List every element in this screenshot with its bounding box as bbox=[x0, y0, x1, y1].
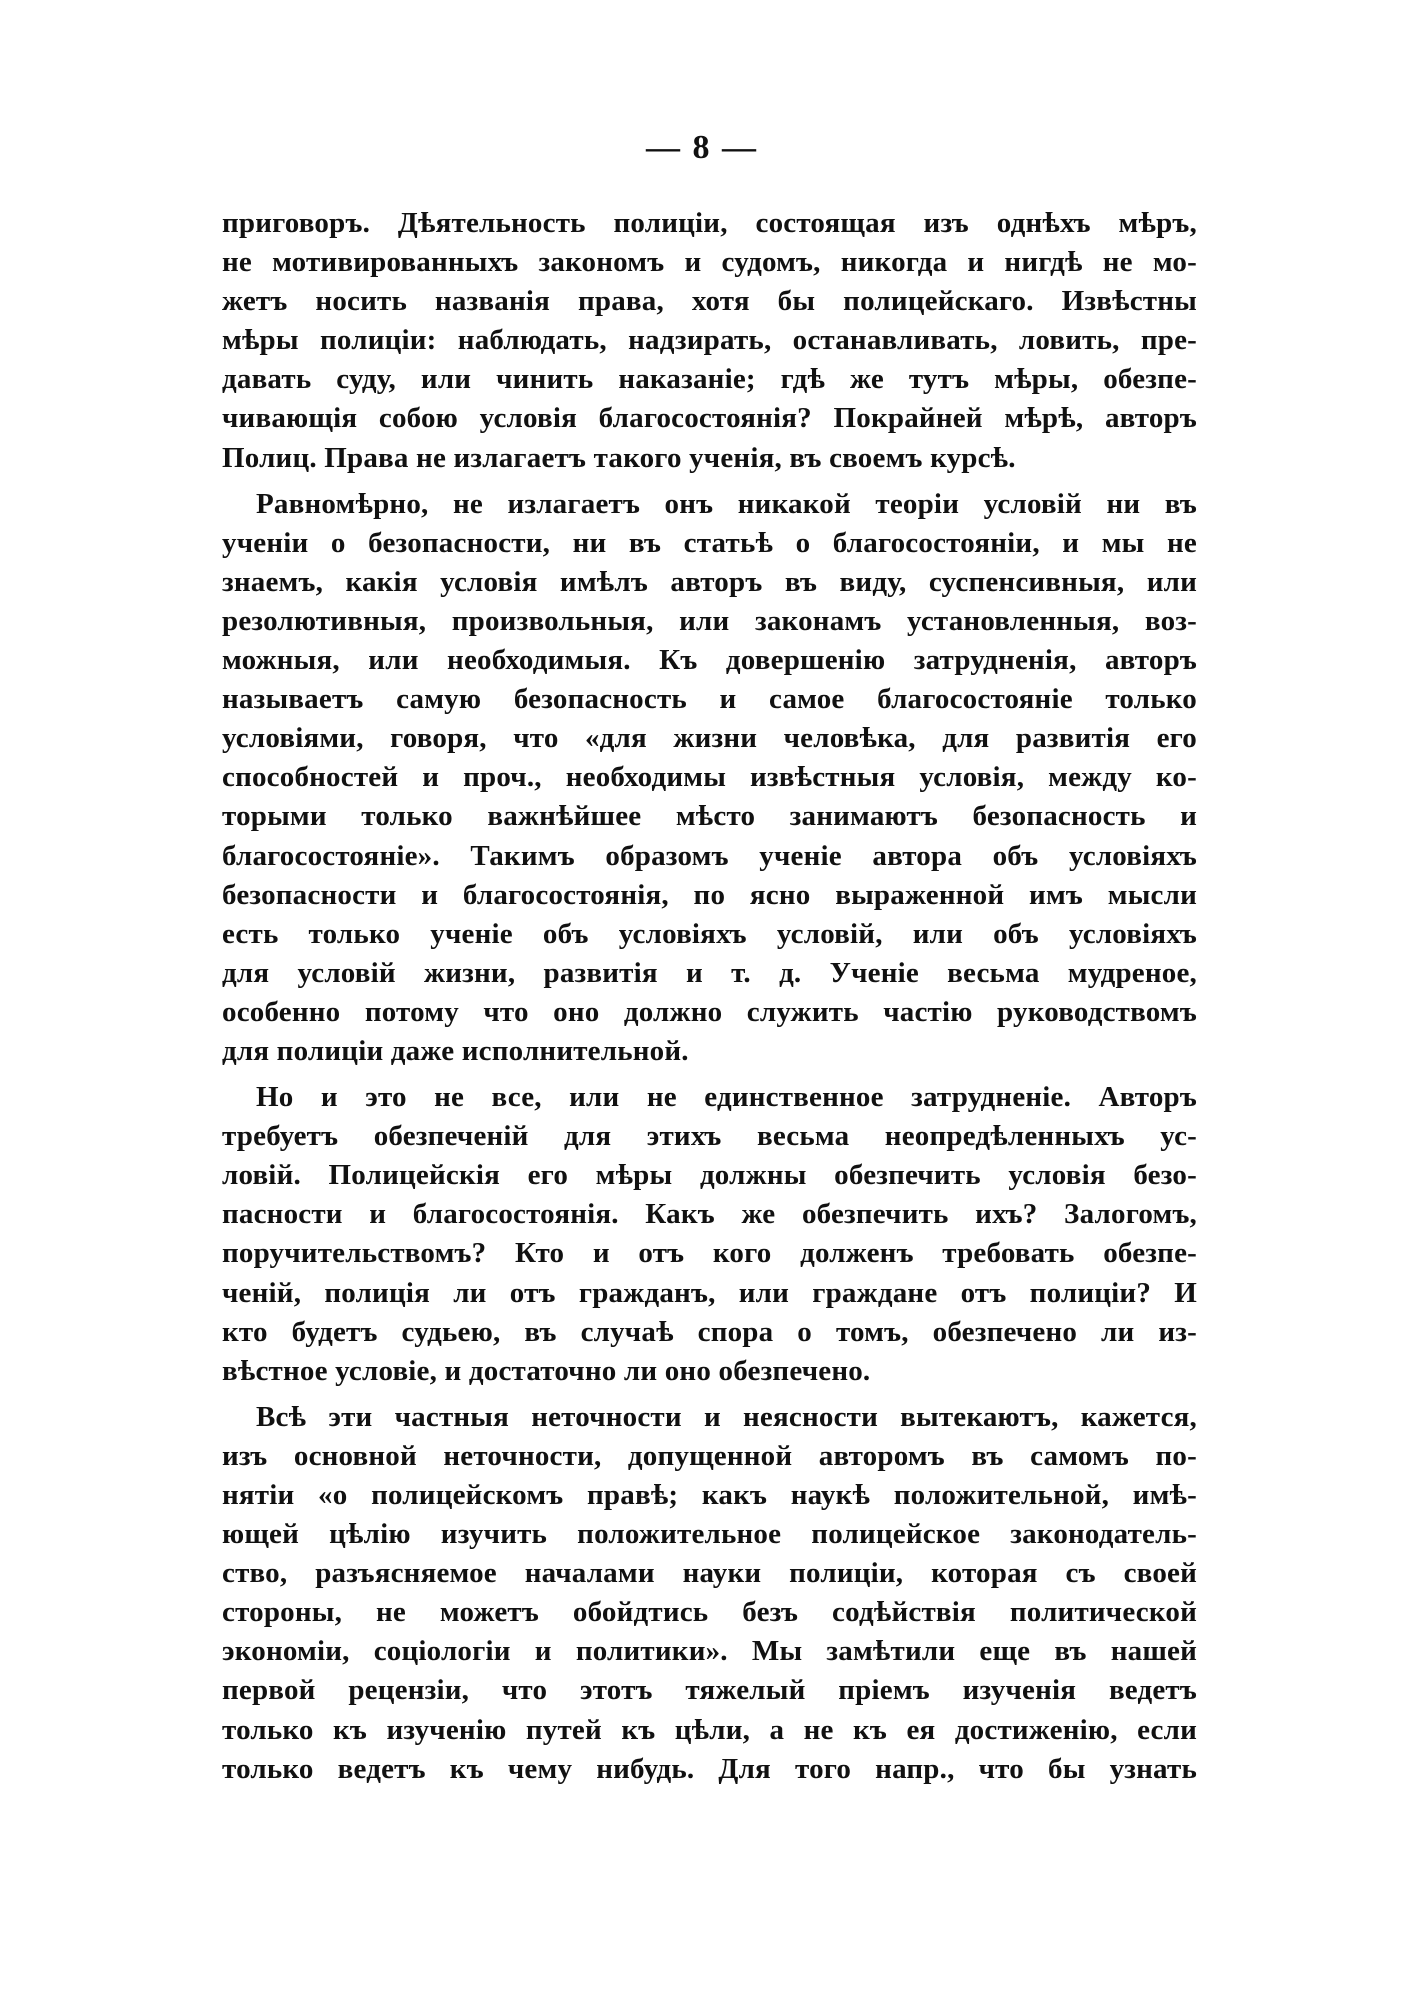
text-line: нятіи «о полицейскомъ правѣ; какъ наукѣ положительной, имѣ- bbox=[222, 1479, 1197, 1511]
text-line: ство, разъясняемое началами науки полиціи, которая съ своей bbox=[222, 1557, 1197, 1590]
text-line: ловій. Полицейскія его мѣры должны обезпечить условія безо- bbox=[222, 1159, 1197, 1192]
text-line: для полиціи даже исполнительной. bbox=[222, 1034, 689, 1067]
text-line: торыми только важнѣйшее мѣсто занимаютъ безопасность и bbox=[222, 800, 1197, 833]
text-line: особенно потому что оно должно служить частію руководствомъ bbox=[222, 995, 1197, 1028]
text-line: кто будетъ судьею, въ случаѣ спора о томъ, обезпечено ли из- bbox=[222, 1315, 1197, 1348]
text-line: Всѣ эти частныя неточности и неясности вытекаютъ, кажется, bbox=[256, 1400, 1197, 1433]
body-text bbox=[222, 204, 1197, 1789]
text-line: называетъ самую безопасность и самое благосостояніе только bbox=[222, 683, 1197, 716]
text-line: благосостояніе». Такимъ образомъ ученіе автора объ условіяхъ bbox=[222, 839, 1197, 872]
text-line: вѣстное условіе, и достаточно ли оно обезпечено. bbox=[222, 1354, 871, 1387]
text-line: знаемъ, какія условія имѣлъ авторъ въ виду, суспенсивныя, или bbox=[222, 565, 1197, 598]
page-number: — 8 — bbox=[646, 129, 758, 166]
text-line: только ведетъ къ чему нибудь. Для того напр., что бы узнать bbox=[222, 1752, 1197, 1785]
text-line: ченій, полиція ли отъ гражданъ, или граждане отъ полиціи? И bbox=[222, 1276, 1197, 1309]
text-line: изъ основной неточности, допущенной авторомъ въ самомъ по- bbox=[222, 1439, 1197, 1472]
text-line: пасности и благосостоянія. Какъ же обезпечить ихъ? Залогомъ, bbox=[222, 1198, 1197, 1231]
text-line: только къ изученію путей къ цѣли, а не къ ея достиженію, если bbox=[222, 1713, 1197, 1746]
text-line: мѣры полиціи: наблюдать, надзирать, останавливать, ловить, пре- bbox=[222, 324, 1197, 357]
text-line: резолютивныя, произвольныя, или законамъ установленныя, воз- bbox=[222, 604, 1197, 637]
text-line: для условій жизни, развитія и т. д. Ученіе весьма мудреное, bbox=[222, 956, 1197, 989]
text-line: давать суду, или чинить наказаніе; гдѣ же тутъ мѣры, обезпе- bbox=[222, 363, 1197, 396]
paragraph-gap bbox=[222, 1391, 1197, 1398]
paragraph-3 bbox=[222, 1078, 1197, 1391]
text-line: ющей цѣлію изучить положительное полицейское законодатель- bbox=[222, 1518, 1197, 1551]
text-line: поручительствомъ? Кто и отъ кого долженъ требовать обезпе- bbox=[222, 1237, 1197, 1270]
text-line: первой рецензіи, что этотъ тяжелый пріемъ изученія ведетъ bbox=[222, 1674, 1197, 1707]
text-line: приговоръ. Дѣятельность полиціи, состоящая изъ однѣхъ мѣръ, bbox=[222, 207, 1197, 239]
text-line: Полиц. Права не излагаетъ такого ученія, въ своемъ курсѣ. bbox=[222, 441, 1016, 474]
text-line: есть только ученіе объ условіяхъ условій, или объ условіяхъ bbox=[222, 917, 1197, 950]
text-line: требуетъ обезпеченій для этихъ весьма неопредѣленныхъ ус- bbox=[222, 1120, 1197, 1153]
paragraph-4 bbox=[222, 1398, 1197, 1789]
paragraph-gap bbox=[222, 1071, 1197, 1078]
text-line: Равномѣрно, не излагаетъ онъ никакой теоріи условій ни въ bbox=[256, 487, 1197, 520]
text-line: безопасности и благосостоянія, по ясно выраженной имъ мысли bbox=[222, 878, 1197, 911]
paragraph-2 bbox=[222, 485, 1197, 1071]
text-line: можныя, или необходимыя. Къ довершенію затрудненія, авторъ bbox=[222, 644, 1197, 677]
paragraph-gap bbox=[222, 478, 1197, 485]
paragraph-1 bbox=[222, 204, 1197, 478]
text-line: экономіи, соціологіи и политики». Мы замѣтили еще въ нашей bbox=[222, 1635, 1197, 1668]
text-line: стороны, не можетъ обойдтись безъ содѣйствія политической bbox=[222, 1596, 1197, 1629]
text-line: условіями, говоря, что «для жизни человѣка, для развитія его bbox=[222, 722, 1197, 755]
text-line: способностей и проч., необходимы извѣстныя условія, между ко- bbox=[222, 761, 1197, 794]
text-line: Но и это не все, или не единственное затрудненіе. Авторъ bbox=[256, 1081, 1197, 1114]
text-line: ученіи о безопасности, ни въ статьѣ о благосостояніи, и мы не bbox=[222, 526, 1197, 559]
text-line: жетъ носить названія права, хотя бы полицейскаго. Извѣстны bbox=[222, 285, 1197, 318]
text-line: не мотивированныхъ закономъ и судомъ, никогда и нигдѣ не мо- bbox=[222, 246, 1197, 279]
text-line: чивающія собою условія благосостоянія? Покрайней мѣрѣ, авторъ bbox=[222, 402, 1197, 435]
